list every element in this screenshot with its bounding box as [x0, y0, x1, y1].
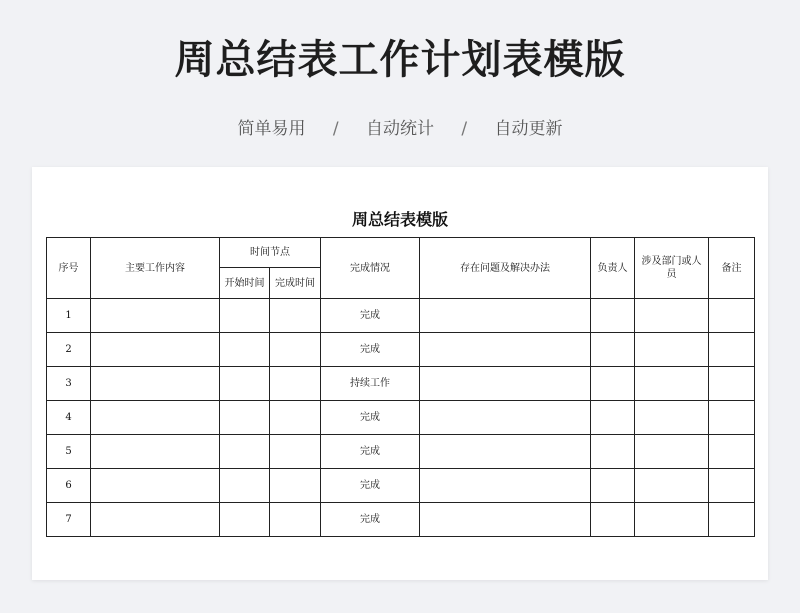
- departments-cell[interactable]: [635, 435, 709, 469]
- departments-cell[interactable]: [635, 469, 709, 503]
- finish-time-cell[interactable]: [270, 299, 321, 333]
- issues-cell[interactable]: [420, 367, 591, 401]
- header-time-node: 时间节点: [220, 238, 321, 268]
- header-start-time: 开始时间: [220, 268, 270, 299]
- status-cell[interactable]: 完成: [321, 503, 420, 537]
- header-remarks: 备注: [709, 238, 755, 299]
- issues-cell[interactable]: [420, 299, 591, 333]
- main-content-cell[interactable]: [91, 367, 220, 401]
- owner-cell[interactable]: [591, 469, 635, 503]
- remarks-cell[interactable]: [709, 401, 755, 435]
- finish-time-cell[interactable]: [270, 503, 321, 537]
- issues-cell[interactable]: [420, 503, 591, 537]
- owner-cell[interactable]: [591, 503, 635, 537]
- owner-cell[interactable]: [591, 299, 635, 333]
- remarks-cell[interactable]: [709, 367, 755, 401]
- feature-easy: 简单易用: [237, 119, 306, 139]
- header-status: 完成情况: [321, 238, 420, 299]
- row-index-cell[interactable]: 5: [47, 435, 91, 469]
- departments-cell[interactable]: [635, 503, 709, 537]
- header-finish-time: 完成时间: [270, 268, 321, 299]
- row-index-cell[interactable]: 2: [47, 333, 91, 367]
- owner-cell[interactable]: [591, 333, 635, 367]
- table-row: [47, 503, 755, 537]
- issues-cell[interactable]: [420, 435, 591, 469]
- separator: /: [332, 119, 339, 139]
- departments-cell[interactable]: [635, 367, 709, 401]
- table-row: [47, 435, 755, 469]
- start-time-cell[interactable]: [220, 367, 270, 401]
- weekly-summary-table: [46, 237, 755, 537]
- start-time-cell[interactable]: [220, 401, 270, 435]
- remarks-cell[interactable]: [709, 469, 755, 503]
- main-content-cell[interactable]: [91, 299, 220, 333]
- departments-cell[interactable]: [635, 401, 709, 435]
- header-main-content: 主要工作内容: [91, 238, 220, 299]
- main-content-cell[interactable]: [91, 435, 220, 469]
- header-departments: 涉及部门或人员: [635, 238, 709, 299]
- start-time-cell[interactable]: [220, 299, 270, 333]
- table-row: [47, 333, 755, 367]
- departments-cell[interactable]: [635, 333, 709, 367]
- main-content-cell[interactable]: [91, 503, 220, 537]
- owner-cell[interactable]: [591, 401, 635, 435]
- spreadsheet-sheet: [32, 167, 768, 580]
- status-cell[interactable]: 完成: [321, 333, 420, 367]
- status-cell[interactable]: 完成: [321, 469, 420, 503]
- row-index-cell[interactable]: 4: [47, 401, 91, 435]
- owner-cell[interactable]: [591, 435, 635, 469]
- main-content-cell[interactable]: [91, 401, 220, 435]
- main-content-cell[interactable]: [91, 333, 220, 367]
- finish-time-cell[interactable]: [270, 367, 321, 401]
- header-owner: 负责人: [591, 238, 635, 299]
- start-time-cell[interactable]: [220, 503, 270, 537]
- remarks-cell[interactable]: [709, 299, 755, 333]
- issues-cell[interactable]: [420, 469, 591, 503]
- row-index-cell[interactable]: 1: [47, 299, 91, 333]
- row-index-cell[interactable]: 3: [47, 367, 91, 401]
- main-content-cell[interactable]: [91, 469, 220, 503]
- finish-time-cell[interactable]: [270, 333, 321, 367]
- finish-time-cell[interactable]: [270, 435, 321, 469]
- status-cell[interactable]: 持续工作: [321, 367, 420, 401]
- table-row: [47, 299, 755, 333]
- sheet-title: 周总结表模版: [351, 210, 448, 229]
- status-cell[interactable]: 完成: [321, 299, 420, 333]
- feature-tagline: [0, 114, 800, 139]
- header-index: 序号: [47, 238, 91, 299]
- table-row: [47, 401, 755, 435]
- owner-cell[interactable]: [591, 367, 635, 401]
- table-row: [47, 469, 755, 503]
- header-issues: 存在问题及解决办法: [420, 238, 591, 299]
- issues-cell[interactable]: [420, 401, 591, 435]
- row-index-cell[interactable]: 7: [47, 503, 91, 537]
- start-time-cell[interactable]: [220, 435, 270, 469]
- feature-auto-update: 自动更新: [494, 119, 563, 139]
- separator: /: [461, 119, 468, 139]
- remarks-cell[interactable]: [709, 435, 755, 469]
- table-row: [47, 367, 755, 401]
- remarks-cell[interactable]: [709, 333, 755, 367]
- remarks-cell[interactable]: [709, 503, 755, 537]
- feature-auto-stats: 自动统计: [366, 119, 434, 139]
- row-index-cell[interactable]: 6: [47, 469, 91, 503]
- start-time-cell[interactable]: [220, 469, 270, 503]
- finish-time-cell[interactable]: [270, 401, 321, 435]
- finish-time-cell[interactable]: [270, 469, 321, 503]
- status-cell[interactable]: 完成: [321, 401, 420, 435]
- issues-cell[interactable]: [420, 333, 591, 367]
- start-time-cell[interactable]: [220, 333, 270, 367]
- departments-cell[interactable]: [635, 299, 709, 333]
- status-cell[interactable]: 完成: [321, 435, 420, 469]
- table-body: [47, 299, 755, 537]
- page-title: 周总结表工作计划表模版: [174, 37, 626, 83]
